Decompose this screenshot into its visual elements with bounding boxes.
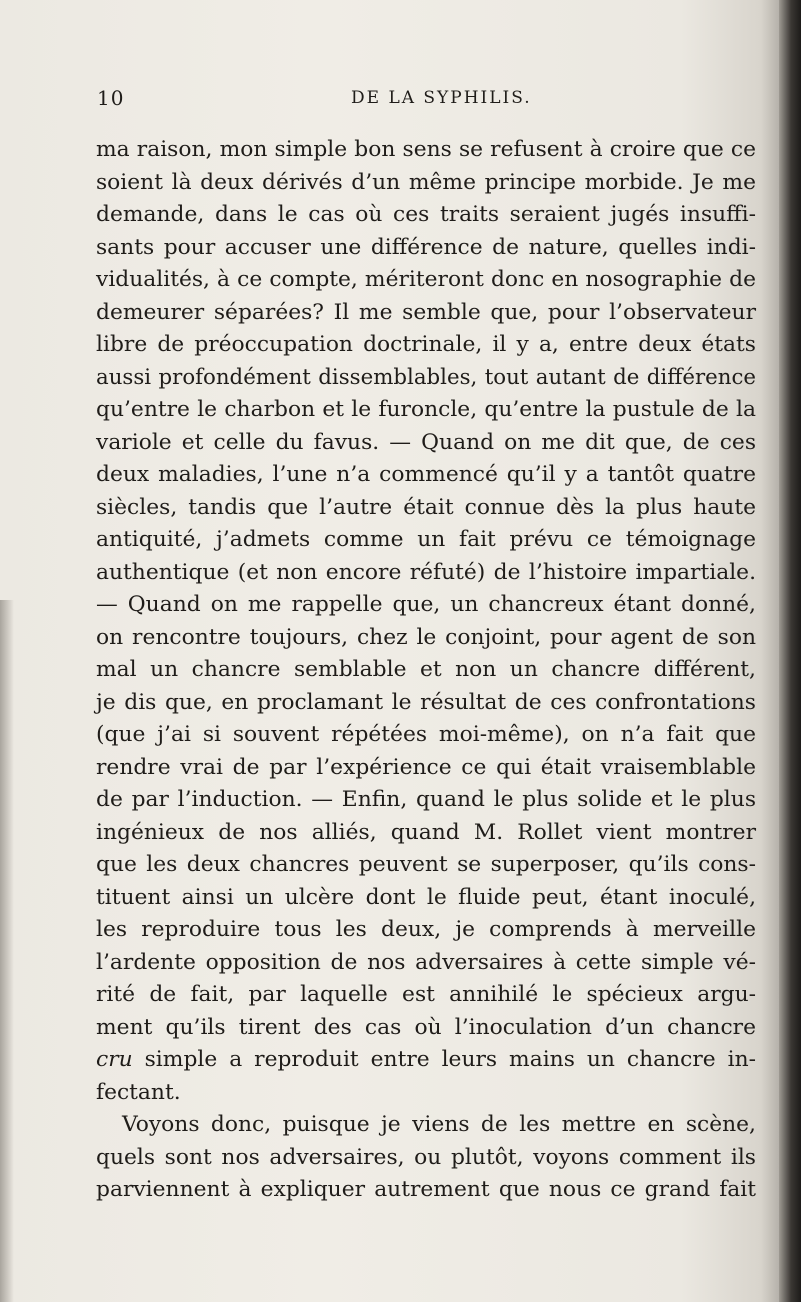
page-edge-shadow — [0, 600, 14, 1302]
text-line: demande, dans le cas où ces traits seraient jugés insuffi- — [96, 202, 756, 227]
text-line: que les deux chancres peuvent se superposer, qu’ils cons- — [96, 852, 756, 877]
text-line: ma raison, mon simple bon sens se refusent à croire que ce — [96, 137, 756, 162]
text-line: qu’entre le charbon et le furoncle, qu’entre la pustule de la — [96, 397, 756, 422]
text-line: — Quand on me rappelle que, un chancreux étant donné, — [96, 592, 756, 617]
text-line: ingénieux de nos alliés, quand M. Rollet vient montrer — [96, 819, 756, 845]
text-line: rité de fait, par laquelle est annihilé le spécieux argu- — [96, 982, 756, 1007]
text-line: mal un chancre semblable et non un chancre différent, — [96, 657, 756, 682]
text-line: l’ardente opposition de nos adversaires à cette simple vé- — [96, 949, 756, 975]
text-line: siècles, tandis que l’autre était connue dès la plus haute — [96, 494, 756, 520]
text-line: aussi profondément dissemblables, tout autant de différence — [96, 364, 756, 390]
text-line: parviennent à expliquer autrement que nous ce grand fait — [96, 1177, 756, 1202]
body-text — [96, 134, 756, 1207]
text-line: je dis que, en proclamant le résultat de ces confrontations — [96, 689, 756, 715]
page-number: 10 — [97, 86, 125, 110]
running-header — [0, 86, 801, 116]
text-line: tituent ainsi un ulcère dont le fluide peut, étant inoculé, — [96, 884, 756, 910]
italic-word: cru — [96, 1047, 133, 1072]
text-line: les reproduire tous les deux, je comprends à merveille — [96, 917, 756, 942]
text-line: quels sont nos adversaires, ou plutôt, voyons comment ils — [96, 1144, 756, 1170]
running-title: DE LA SYPHILIS. — [351, 88, 532, 108]
text-line: vidualités, à ce compte, mériteront donc en nosographie de — [96, 267, 756, 292]
text-line: demeurer séparées? Il me semble que, pour l’observateur — [96, 299, 756, 325]
text-line: variole et celle du favus. — Quand on me dit que, de ces — [96, 429, 756, 455]
text-line — [96, 1044, 756, 1077]
text-line: sants pour accuser une différence de nature, quelles indi- — [96, 234, 756, 260]
text-line: antiquité, j’admets comme un fait prévu ce témoignage — [96, 527, 756, 552]
text-line: soient là deux dérivés d’un même principe morbide. Je me — [96, 169, 756, 195]
text-line: on rencontre toujours, chez le conjoint, pour agent de son — [96, 624, 756, 650]
text-line: authentique (et non encore réfuté) de l’histoire impartiale. — [96, 559, 756, 585]
paragraph-start-line: Voyons donc, puisque je viens de les mettre en scène, — [122, 1112, 756, 1137]
text-line: deux maladies, l’une n’a commencé qu’il y a tantôt quatre — [96, 462, 756, 487]
text-line: libre de préoccupation doctrinale, il y a, entre deux états — [96, 332, 756, 357]
text-fragment: simple a reproduit entre leurs mains un chancre in- — [132, 1047, 756, 1072]
text-line: ment qu’ils tirent des cas où l’inoculation d’un chancre — [96, 1014, 756, 1040]
text-line: rendre vrai de par l’expérience ce qui était vraisemblable — [96, 754, 756, 780]
book-binding-edge — [779, 0, 801, 1302]
text-line: (que j’ai si souvent répétées moi-même), on n’a fait que — [96, 722, 756, 747]
text-line: fectant. — [96, 1079, 181, 1105]
text-line: de par l’induction. — Enfin, quand le plus solide et le plus — [96, 787, 756, 812]
